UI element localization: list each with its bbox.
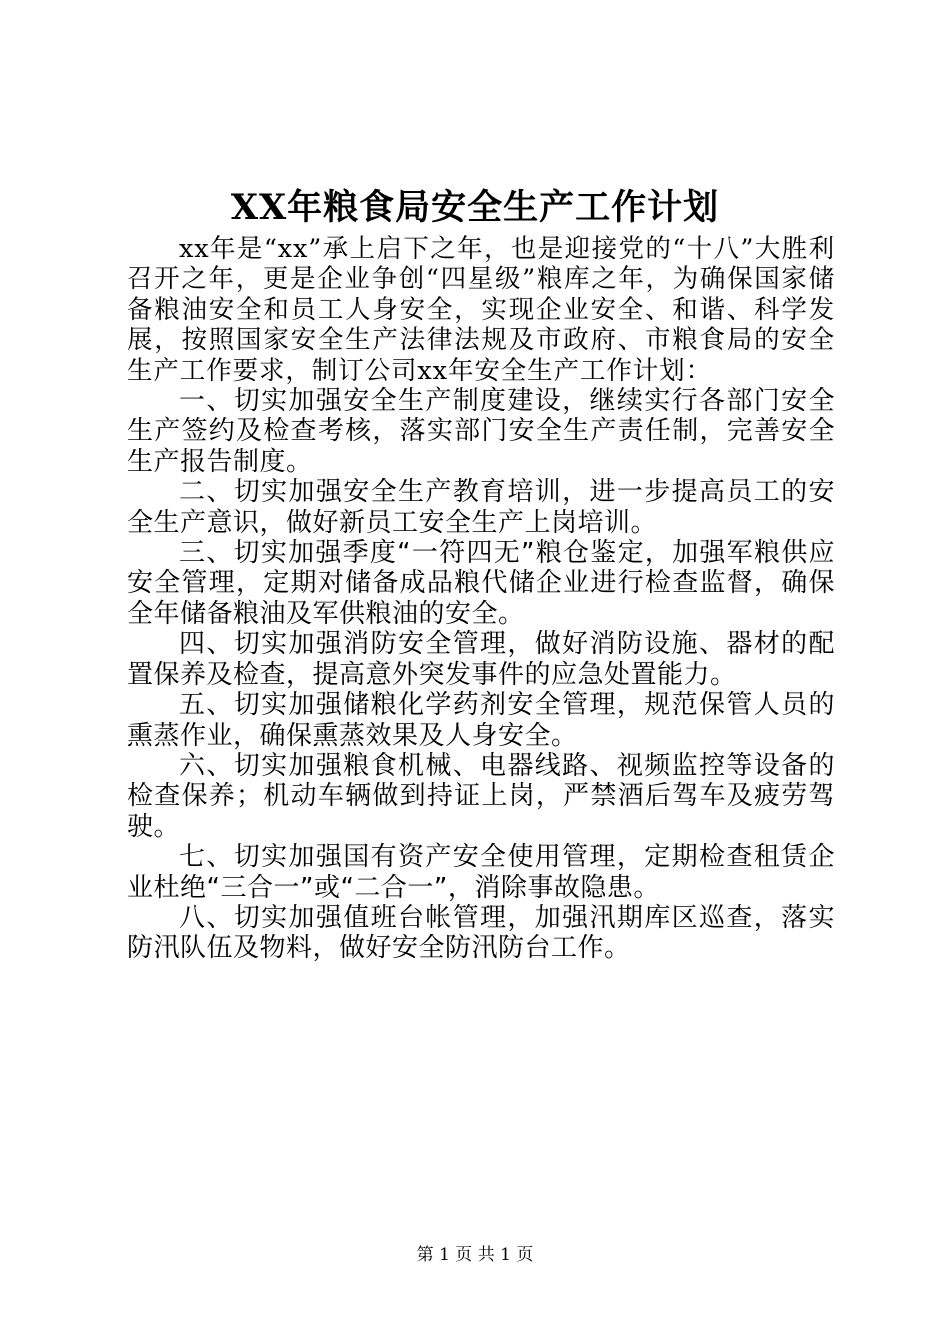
document-title: XX年粮食局安全生产工作计划 [230, 187, 720, 228]
page-footer: 第 1 页 共 1 页 [416, 1245, 534, 1265]
plan-item-3: 三、切实加强季度“一符四无”粮仓鉴定，加强军粮供应安全管理，定期对储备成品粮代储企业进行检查监督，确保全年储备粮油及军供粮油的安全。 [127, 538, 835, 629]
plan-item-1: 一、切实加强安全生产制度建设，继续实行各部门安全生产签约及检查考核，落实部门安全生产责任制，完善安全生产报告制度。 [127, 386, 835, 477]
plan-item-7: 七、切实加强国有资产安全使用管理，定期检查租赁企业杜绝“三合一”或“二合一”，消除事故隐患。 [127, 842, 835, 903]
plan-item-4: 四、切实加强消防安全管理，做好消防设施、器材的配置保养及检查，提高意外突发事件的应急处置能力。 [127, 629, 835, 690]
plan-item-8: 八、切实加强值班台帐管理，加强汛期库区巡查，落实防汛队伍及物料，做好安全防汛防台工作。 [127, 902, 835, 964]
plan-item-6: 六、切实加强粮食机械、电器线路、视频监控等设备的检查保养；机动车辆做到持证上岗，严禁酒后驾车及疲劳驾驶。 [127, 750, 835, 842]
intro-paragraph: xx年是“xx”承上启下之年，也是迎接党的“十八”大胜利召开之年，更是企业争创“四星级”粮库之年，为确保国家储备粮油安全和员工人身安全，实现企业安全、和谐、科学发展，按照国家安全生产法律法规及市政府、市粮食局的安全生产工作要求，制订公司xx年安全生产工作计划： [127, 234, 835, 386]
plan-item-5: 五、切实加强储粮化学药剂安全管理，规范保管人员的熏蒸作业，确保熏蒸效果及人身安全。 [127, 690, 835, 751]
plan-item-2: 二、切实加强安全生产教育培训，进一步提高员工的安全生产意识，做好新员工安全生产上岗培训。 [127, 477, 835, 538]
document-body [127, 234, 835, 964]
